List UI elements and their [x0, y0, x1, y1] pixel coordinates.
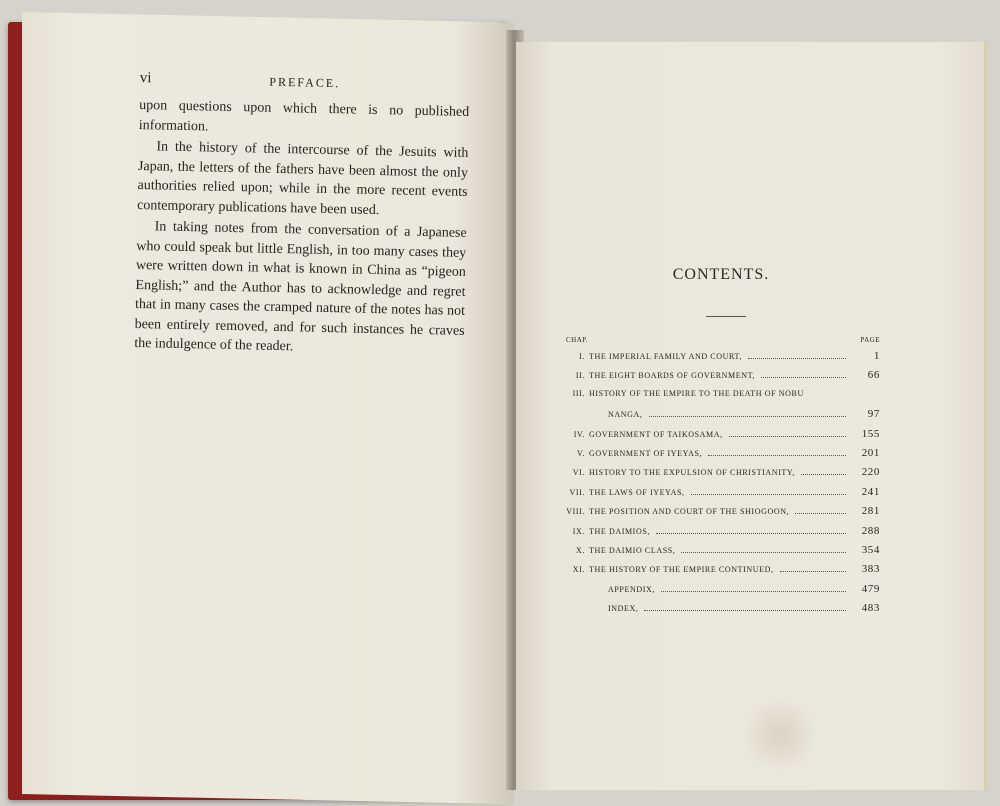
chapter-page-number: 66 — [867, 369, 880, 382]
chapter-title: APPENDIX, — [608, 584, 655, 594]
chapter-page-number: 220 — [861, 466, 880, 479]
chapter-title: INDEX, — [608, 604, 639, 614]
chapter-page-number: 155 — [861, 427, 880, 440]
toc-entry — [566, 447, 880, 466]
chapter-title: THE DAIMIOS, — [589, 526, 650, 536]
dot-leader — [644, 609, 846, 611]
chapter-number: V. — [577, 448, 585, 458]
preface-paragraph: upon questions upon which there is no published information. — [138, 97, 470, 134]
title-rule — [706, 316, 746, 317]
chap-column-header: CHAP. — [566, 336, 589, 344]
dot-leader — [795, 512, 846, 514]
chapter-number: II. — [575, 371, 585, 381]
chapter-title: THE HISTORY OF THE EMPIRE CONTINUED, — [589, 565, 774, 575]
paper-stain — [740, 700, 820, 770]
chapter-title: GOVERNMENT OF TAIKOSAMA, — [589, 429, 723, 439]
toc-entry — [566, 389, 880, 408]
page-number: vi — [139, 70, 152, 87]
chapter-page-number: 1 — [873, 350, 880, 362]
dot-leader — [708, 454, 846, 456]
chapter-number: IX. — [572, 526, 585, 536]
dot-leader — [691, 493, 846, 495]
contents-title: CONTENTS. — [672, 266, 770, 283]
chapter-number: XI. — [572, 565, 585, 575]
chapter-page-number: 354 — [861, 543, 880, 556]
chapter-title: NANGA, — [608, 410, 643, 420]
dot-leader — [801, 473, 846, 475]
toc-entry — [566, 428, 880, 447]
chapter-page-number: 201 — [861, 446, 880, 459]
table-of-contents — [566, 336, 880, 621]
toc-entry — [566, 350, 880, 369]
toc-entry — [566, 466, 880, 485]
chapter-title: THE DAIMIO CLASS, — [589, 545, 676, 555]
toc-entry — [566, 602, 880, 621]
chapter-title: THE LAWS OF IYEYAS, — [589, 487, 685, 497]
dot-leader — [761, 376, 846, 378]
chapter-number: III. — [572, 388, 585, 398]
chapter-number: VI. — [572, 468, 585, 478]
chapter-title: HISTORY TO THE EXPULSION OF CHRISTIANITY, — [589, 468, 795, 478]
chapter-title: THE EIGHT BOARDS OF GOVERNMENT, — [589, 371, 756, 381]
toc-entry — [566, 408, 880, 427]
running-head-title: PREFACE. — [269, 74, 341, 91]
chapter-number: VIII. — [566, 507, 585, 517]
preface-text-block — [134, 70, 470, 360]
chapter-page-number: 281 — [861, 505, 880, 518]
chapter-page-number: 241 — [861, 485, 880, 498]
toc-entry — [566, 563, 880, 582]
toc-entry — [566, 486, 880, 505]
chapter-title: THE IMPERIAL FAMILY AND COURT, — [589, 352, 742, 361]
chapter-number: IV. — [573, 429, 585, 439]
toc-entry — [566, 544, 880, 563]
page-column-header: PAGE — [860, 336, 880, 344]
chapter-title: GOVERNMENT OF IYEYAS, — [589, 448, 703, 458]
toc-entry — [566, 583, 880, 602]
chapter-page-number: 383 — [861, 563, 880, 576]
dot-leader — [649, 415, 847, 417]
chapter-number: VII. — [569, 487, 585, 497]
preface-paragraph: In taking notes from the conversation of a Japanese who could speak but little English, in too many cases they were written down in what is known in China as “pigeon English;” and the Author has to acknowledge and regret that in many cases the cramped nature of the notes has not been entirely removed, and for such instances he craves the indulgence of the reader. — [134, 219, 467, 355]
toc-entry — [566, 525, 880, 544]
toc-entry — [566, 505, 880, 524]
dot-leader — [729, 435, 846, 437]
toc-entry — [566, 369, 880, 388]
chapter-page-number: 479 — [861, 582, 880, 595]
chapter-number: X. — [576, 545, 585, 555]
dot-leader — [661, 590, 846, 592]
chapter-page-number: 97 — [867, 408, 880, 421]
toc-rows — [566, 350, 880, 621]
dot-leader — [780, 570, 846, 572]
dot-leader — [681, 551, 846, 553]
chapter-number: I. — [579, 352, 585, 361]
chapter-page-number: 288 — [861, 524, 880, 537]
toc-column-headers — [566, 336, 880, 350]
chapter-title: THE POSITION AND COURT OF THE SHIOGOON, — [589, 507, 790, 517]
preface-paragraph: In the history of the intercourse of the Jesuits with Japan, the letters of the fathers have been almost the only authorities relied upon; while in the more recent events contemporary publications have been used. — [137, 139, 469, 218]
dot-leader — [748, 357, 846, 359]
chapter-title: HISTORY OF THE EMPIRE TO THE DEATH OF NOBU — [589, 388, 804, 398]
dot-leader — [656, 532, 846, 534]
chapter-page-number: 483 — [861, 602, 880, 615]
